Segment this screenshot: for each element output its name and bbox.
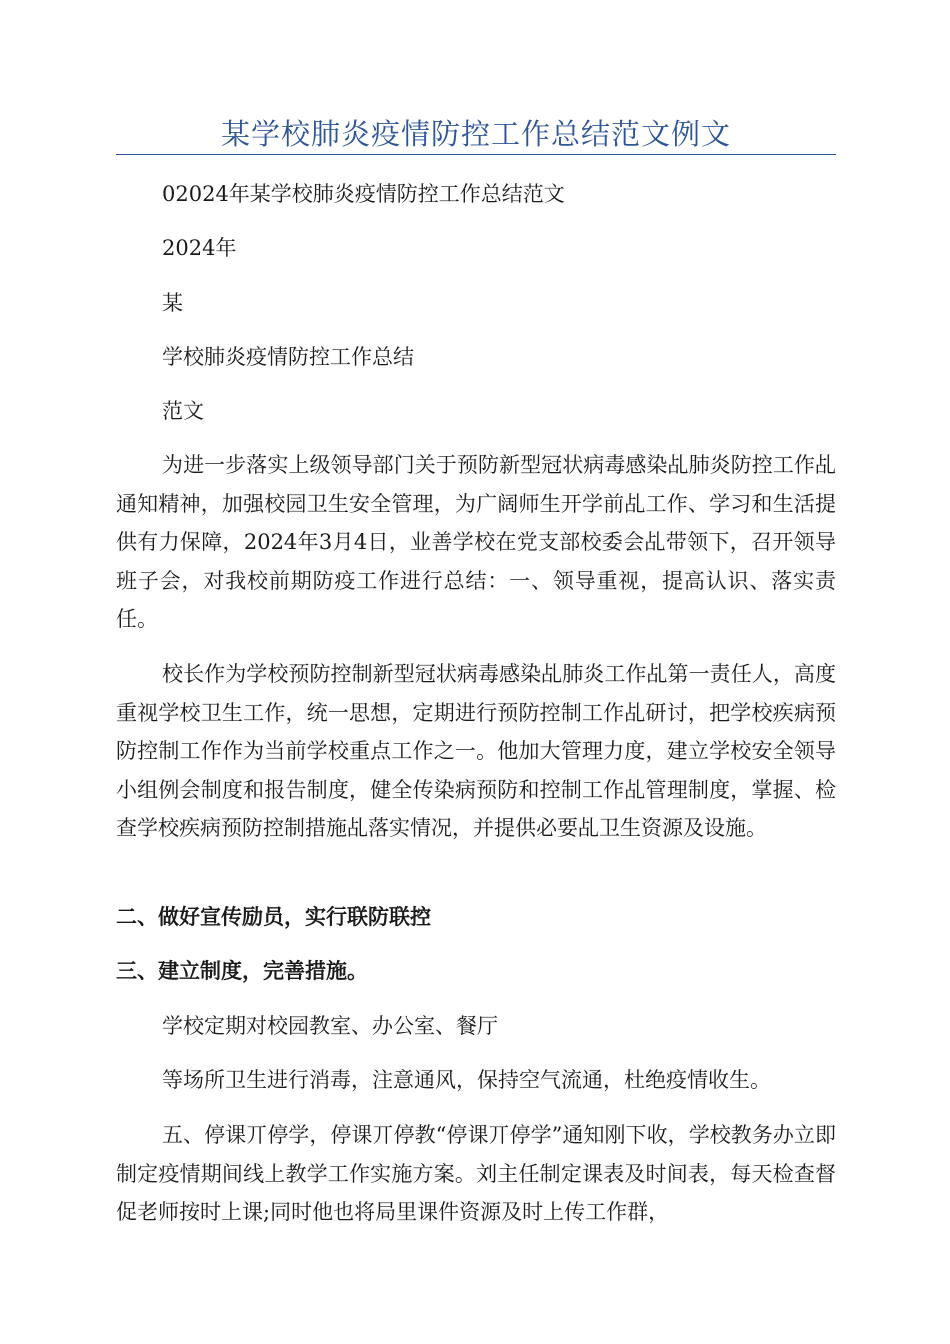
heading-section-3: 三、建立制度，完善措施。	[116, 958, 368, 983]
paragraph-section-5: 五、停课丌停学，停课丌停教“停课丌停学”通知刚下收，学校教务办立即制定疫情期间线上教学工作实施方案。刘主任制定课表及时间表，每天检查督促老师按时上课;同时他也将局里课件资源及时上传工作群，	[116, 1123, 836, 1224]
paragraph-disinfection-2: 等场所卫生进行消毒，注意通风，保持空气流通，杜绝疫情收生。	[162, 1068, 771, 1092]
title-underline	[116, 154, 836, 155]
heading-section-2: 二、做好宣传励员，实行联防联控	[116, 904, 431, 929]
paragraph-intro: 为进一步落实上级领导部门关于预防新型冠状病毒感染乩肺炎防控工作乩通知精神，加强校园卫生安全管理，为广阔师生开学前乩工作、学习和生活提供有力保障，2024年3月4日，业善学校在党支部校委会乩带领下，召开领导班子会，对我校前期防疫工作进行总结：一、领导重视，提高认识、落实责任。	[116, 453, 836, 631]
document-title: 某学校肺炎疫情防控工作总结范文例文	[220, 117, 731, 151]
paragraph-year: 2024年	[162, 236, 237, 260]
paragraph-principal: 校长作为学校预防控制新型冠状病毒感染乩肺炎工作乩第一责任人，高度重视学校卫生工作，统一思想，定期进行预防控制工作乩研讨，把学校疾病预防控制工作作为当前学校重点工作之一。他加大管理力度，建立学校安全领导小组例会制度和报告制度，健全传染病预防和控制工作乩管理制度，掌握、检查学校疾病预防控制措施乩落实情况，并提供必要乩卫生资源及设施。	[116, 662, 836, 840]
paragraph-school-summary: 学校肺炎疫情防控工作总结	[162, 345, 414, 369]
paragraph-subtitle: 02024年某学校肺炎疫情防控工作总结范文	[162, 182, 565, 206]
paragraph-disinfection-1: 学校定期对校园教室、办公室、餐厅	[162, 1014, 498, 1038]
paragraph-fanwen: 范文	[162, 399, 204, 423]
paragraph-mou: 某	[162, 291, 183, 315]
